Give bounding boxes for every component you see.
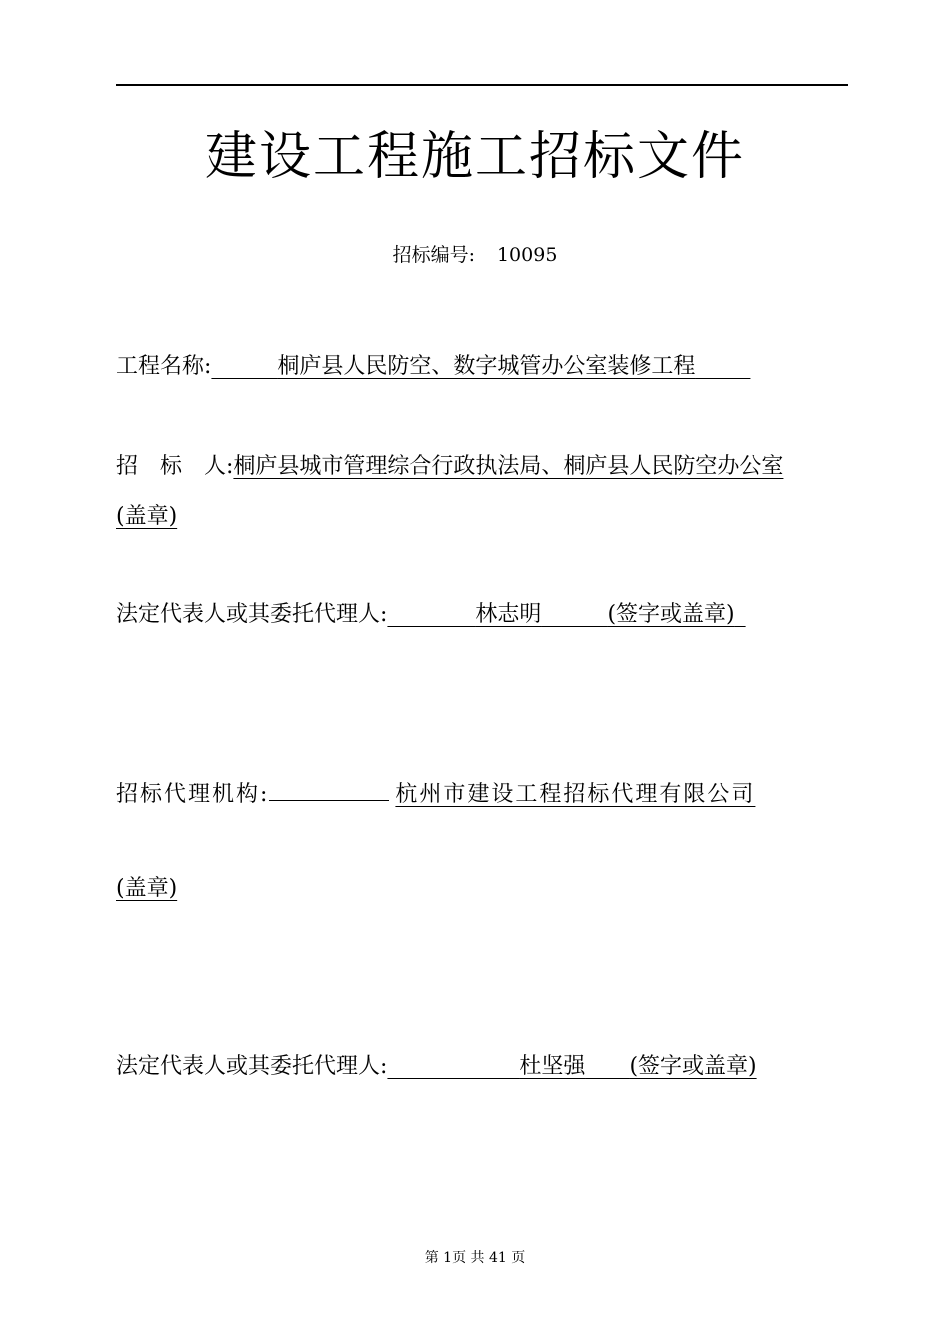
bid-number-value: 10095 [496, 244, 558, 266]
tenderer-row [116, 450, 783, 484]
bid-number [0, 240, 950, 270]
tenderer-seal: (盖章) [116, 504, 178, 529]
project-name-value: 桐庐县人民防空、数字城管办公室装修工程 [277, 354, 696, 379]
agency-rep-row [116, 1050, 757, 1084]
agency-rep-label: 法定代表人或其委托代理人: [116, 1054, 388, 1079]
top-rule [116, 84, 848, 86]
tenderer-rep-value: 林志明 (签字或盖章) [475, 602, 735, 627]
project-name-label: 工程名称: [116, 354, 212, 379]
agency-seal: (盖章) [116, 876, 178, 901]
document-title: 建设工程施工招标文件 [204, 127, 745, 187]
agency-row [116, 774, 755, 812]
agency-label: 招标代理机构: [116, 782, 270, 807]
agency-value: 杭州市建设工程招标代理有限公司 [395, 782, 756, 807]
tenderer-rep-label: 法定代表人或其委托代理人: [116, 602, 388, 627]
project-name-row [116, 350, 750, 384]
tenderer-rep-row [116, 598, 746, 632]
tenderer-seal-row [116, 500, 177, 534]
tenderer-label: 招 标 人: [116, 454, 234, 479]
agency-rep-value: 杜坚强 (签字或盖章) [519, 1054, 757, 1079]
tenderer-value: 桐庐县城市管理综合行政执法局、桐庐县人民防空办公室 [233, 454, 784, 479]
page-footer: 第 1页 共 41 页 [424, 1250, 526, 1266]
bid-number-label: 招标编号: [392, 244, 475, 266]
agency-blank [269, 774, 389, 801]
agency-seal-row [116, 872, 177, 906]
